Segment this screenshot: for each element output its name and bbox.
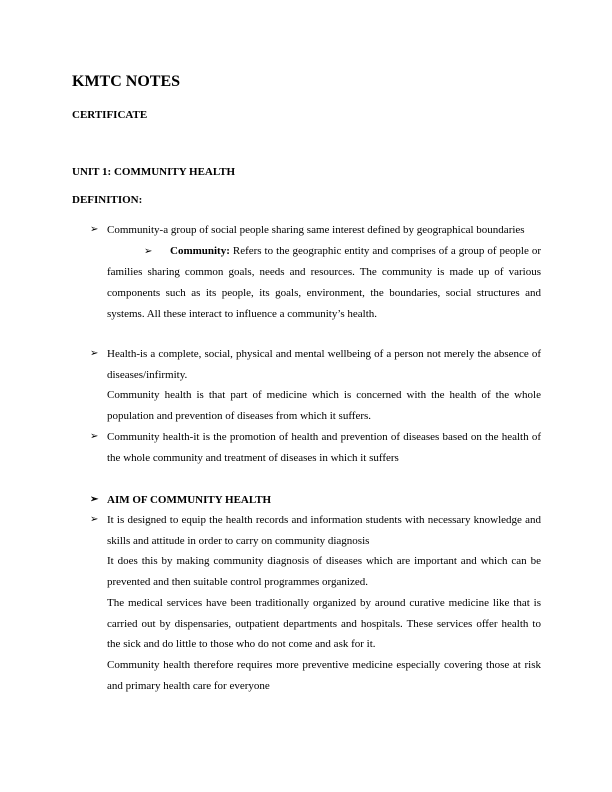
community-health-definition-text: Community health-it is the promotion of health and prevention of diseases based on the health of the whole community and treatment of diseases in which it suffers	[107, 431, 541, 464]
aim-paragraph-1: It does this by making community diagnosis of diseases which are important and which can be prevented and then suitable control programmes organized.	[107, 555, 541, 589]
community-sub-label: Community:	[170, 244, 230, 257]
list-item-health	[90, 344, 541, 427]
community-sub-text: Refers to the geographic entity and comprises of a group of people or families sharing common goals, needs and resources. The community is made up of various components such as its people, its goals, environment, the boundaries, social structures and systems. All these interact to influence a community’s health.	[107, 244, 541, 320]
list-item-aim	[90, 510, 541, 696]
health-definition-text: Health-is a complete, social, physical and mental wellbeing of a person not merely the absence of diseases/infirmity.	[107, 348, 541, 381]
list-item-community	[90, 220, 541, 325]
community-sub-item	[107, 241, 541, 325]
community-definition-text: Community-a group of social people sharing same interest defined by geographical boundaries	[107, 224, 525, 236]
certificate-heading: CERTIFICATE	[72, 109, 148, 121]
aim-text: It is designed to equip the health records and information students with necessary knowledge and skills and attitude in order to carry on community diagnosis	[107, 514, 541, 547]
arrow-bullet-icon: ➢	[90, 224, 99, 235]
unit-heading: UNIT 1: COMMUNITY HEALTH	[72, 166, 236, 178]
arrow-bullet-icon: ➢	[144, 245, 153, 257]
document-title: KMTC NOTES	[72, 73, 181, 90]
definition-heading: DEFINITION:	[72, 194, 143, 206]
aim-paragraph-2: The medical services have been traditionally organized by around curative medicine like that is carried out by dispensaries, outpatient departments and hospitals. These services offer health to the sick and do little to those who do not come and ask for it.	[107, 596, 541, 651]
community-health-paragraph: Community health is that part of medicine which is concerned with the health of the whole population and prevention of diseases from which it suffers.	[107, 389, 541, 423]
arrow-bullet-icon: ➢	[90, 514, 99, 525]
aim-heading-text: AIM OF COMMUNITY HEALTH	[107, 494, 272, 506]
arrow-bullet-icon: ➢	[90, 348, 99, 359]
arrow-bullet-icon: ➢	[90, 431, 99, 442]
arrow-bullet-icon: ➢	[90, 494, 99, 505]
aim-paragraph-3: Community health therefore requires more preventive medicine especially covering those at risk and primary health care for everyone	[107, 658, 541, 692]
aim-heading	[90, 490, 541, 511]
list-item-community-health	[90, 427, 541, 468]
